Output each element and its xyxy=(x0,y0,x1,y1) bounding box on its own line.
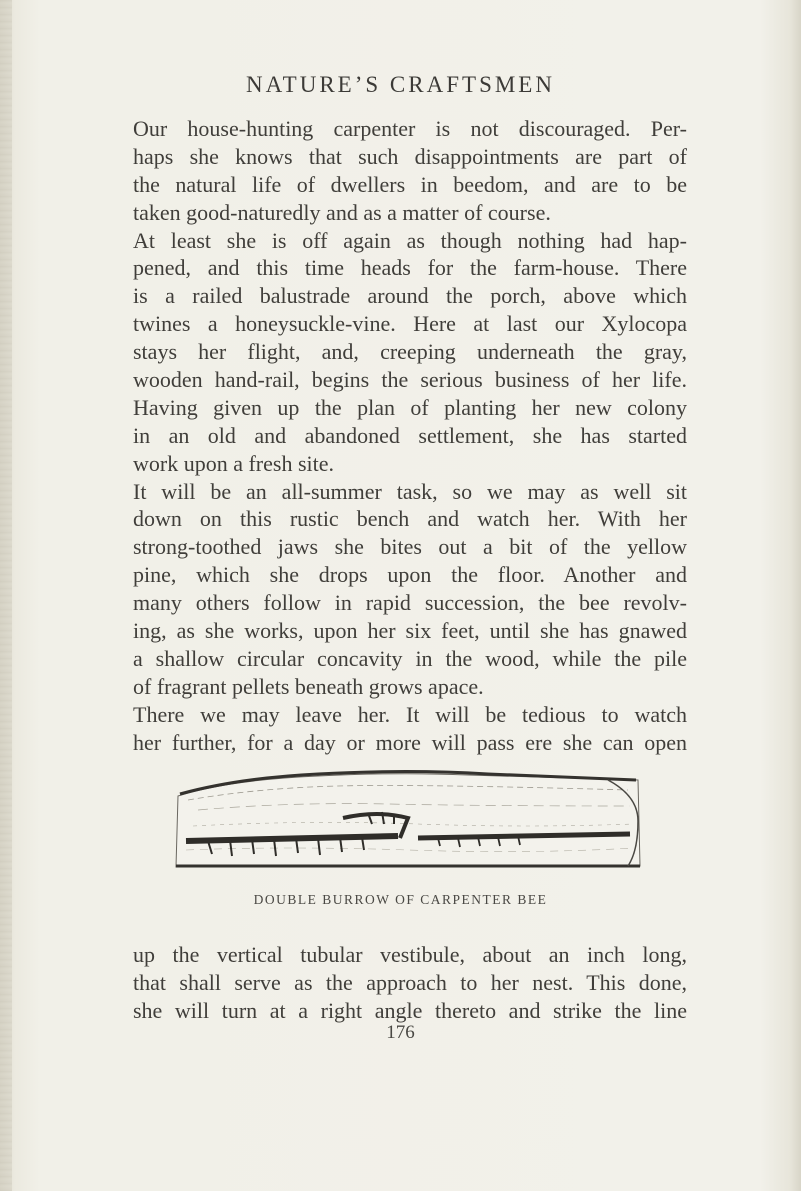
binding-edge xyxy=(0,0,12,1191)
text-line: in an old and abandoned settlement, she has started xyxy=(133,422,687,448)
text-line: It will be an all-summer task, so we may as well sit xyxy=(133,478,687,504)
text-line: is a railed balustrade around the porch, above which xyxy=(133,283,687,309)
text-line: up the vertical tubular vestibule, about an inch long, xyxy=(133,942,687,967)
figure-caption: DOUBLE BURROW OF CARPENTER BEE xyxy=(253,892,548,907)
text-line: ing, as she works, upon her six feet, until she has gnawed xyxy=(133,618,687,644)
text-line: At least she is off again as though nothing had hap- xyxy=(133,227,687,253)
text-line: a shallow circular concavity in the wood, while the pile xyxy=(133,645,687,671)
body-text-bottom xyxy=(133,941,687,1025)
running-head: NATURE’S CRAFTSMEN xyxy=(246,72,555,97)
text-line: pened, and this time heads for the farm-house. There xyxy=(133,255,687,281)
text-line: There we may leave her. It will be tedious to watch xyxy=(133,701,687,727)
text-line: of fragrant pellets beneath grows apace. xyxy=(133,673,484,699)
text-line: many others follow in rapid succession, the bee revolv- xyxy=(133,590,687,616)
text-line: that shall serve as the approach to her nest. This done, xyxy=(133,969,687,995)
text-line: Having given up the plan of planting her new colony xyxy=(133,394,687,420)
text-line: taken good-naturedly and as a matter of course. xyxy=(133,199,551,225)
burrow-illustration xyxy=(168,766,646,878)
text-line: work upon a fresh site. xyxy=(133,450,335,476)
text-line: the natural life of dwellers in beedom, and are to be xyxy=(133,171,687,197)
page-number: 176 xyxy=(386,1022,415,1043)
text-line: pine, which she drops upon the floor. Another and xyxy=(133,562,687,588)
body-text-top xyxy=(133,115,687,756)
text-line: she will turn at a right angle thereto and strike the line xyxy=(133,997,687,1023)
text-line: stays her flight, and, creeping underneath the gray, xyxy=(133,339,687,365)
text-line: down on this rustic bench and watch her. With her xyxy=(133,506,687,532)
text-line: wooden hand-rail, begins the serious business of her life. xyxy=(133,367,687,393)
text-line: Our house-hunting carpenter is not discouraged. Per- xyxy=(133,116,687,141)
text-line: her further, for a day or more will pass ere she can open xyxy=(133,729,687,755)
text-line: strong-toothed jaws she bites out a bit of the yellow xyxy=(133,534,687,560)
text-line: haps she knows that such disappointments are part of xyxy=(133,143,687,169)
text-line: twines a honeysuckle-vine. Here at last our Xylocopa xyxy=(133,311,687,337)
